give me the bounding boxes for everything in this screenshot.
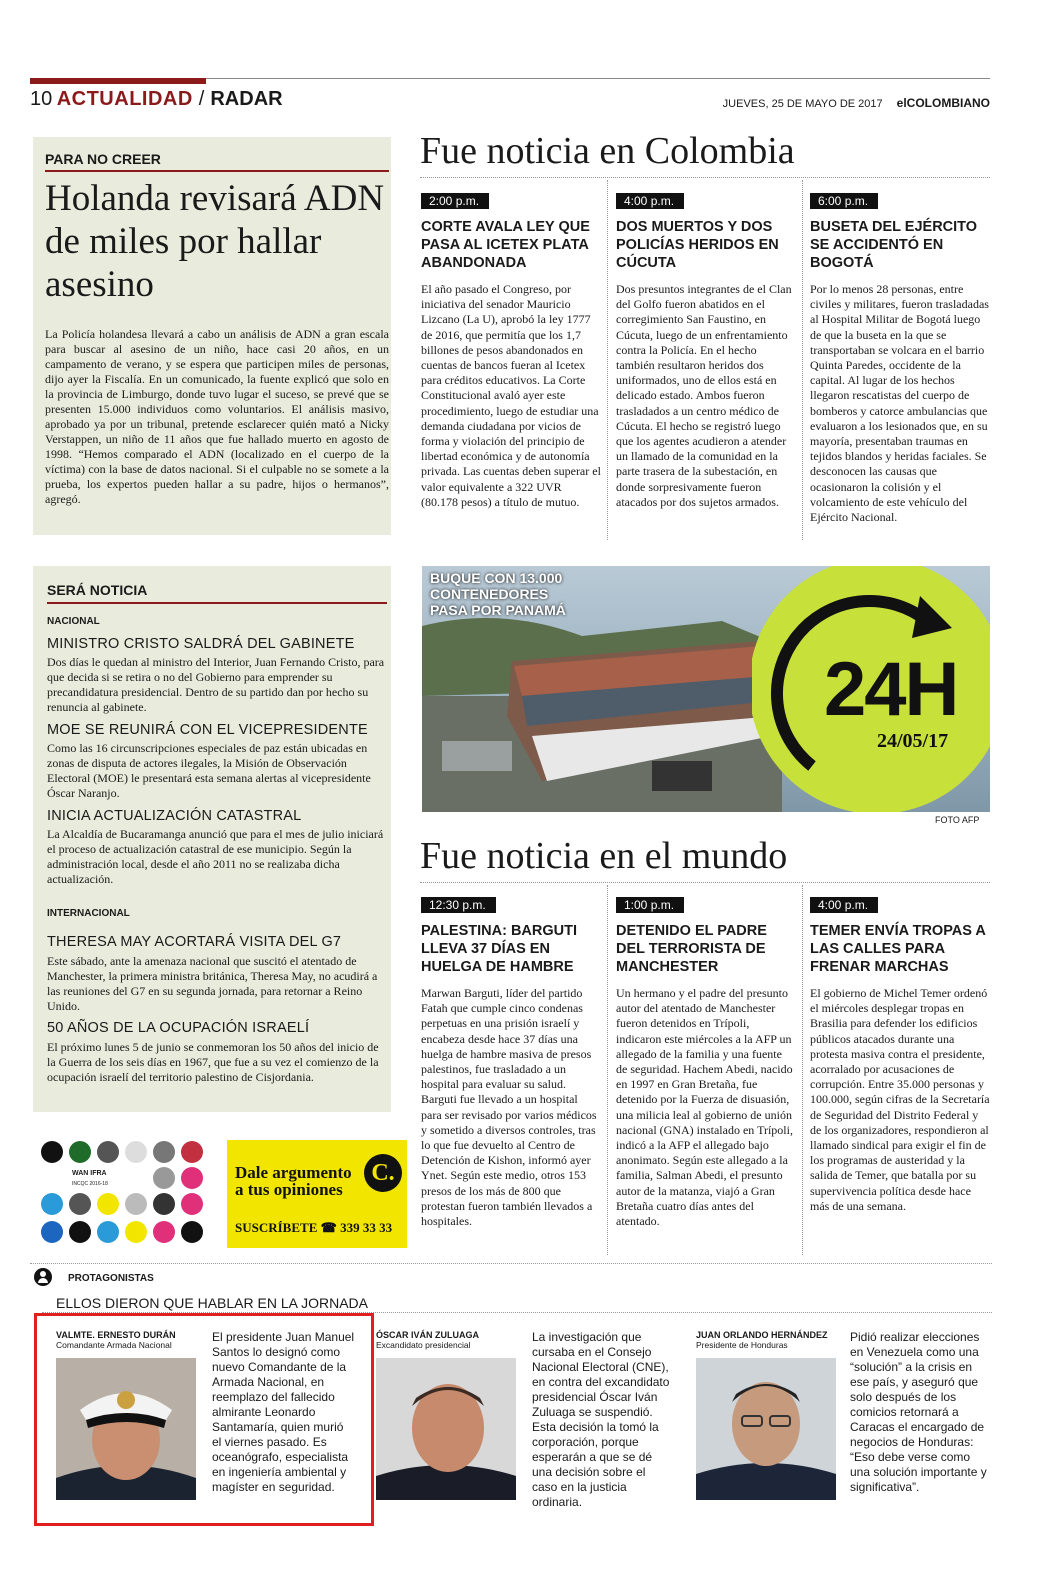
portrait-illustration [56,1358,196,1500]
mundo-item-2 [616,896,796,1229]
ad-line-2: a tus opiniones [235,1180,343,1199]
sera-noticia-box [33,566,391,1112]
news-title: PALESTINA: BARGUTI LLEVA 37 DÍAS EN HUELGA DE HAMBRE [421,923,578,975]
colombia-item-3 [810,192,990,525]
para-no-creer-box [33,137,391,535]
news-title: BUSETA DEL EJÉRCITO SE ACCIDENTÓ EN BOGOTÁ [810,219,978,271]
protagonist-text: La investigación que cursaba en el Consejo Nacional Electoral (CNE), en contra del excandidato presidencial Óscar Iván Zuluaga se suspendió. Esta decisión la tomó la corporación, porque esperarán a que se dé una decisión sobre el caso en la justicia ordinaria. [532,1330,670,1509]
sera-item-body: Este sábado, ante la amenaza nacional que suscitó el atentado de Manchester, la primera ministra británica, Theresa May, no acudirá a las reuniones del G7 en su segunda jornada, para retornar a Reino Unido. [47,954,378,1013]
protagonist-role: Excandidato presidencial [376,1340,471,1350]
column-divider [802,885,803,1255]
protagonist-name: ÓSCAR IVÁN ZULUAGA [376,1330,479,1340]
subsection-name: RADAR [210,88,283,110]
24h-badge-label: 24H [824,647,958,732]
sera-item-title: INICIA ACTUALIZACIÓN CATASTRAL [47,808,302,824]
column-divider [802,180,803,540]
protagonist-role: Comandante Armada Nacional [56,1340,172,1350]
calibration-dots [34,1138,210,1250]
nacional-label: NACIONAL [47,616,100,627]
page-number: 10 [30,88,53,110]
sera-noticia-kicker: SERÁ NOTICIA [47,582,148,598]
sera-item-title: MOE SE REUNIRÁ CON EL VICEPRESIDENTE [47,722,368,738]
person-icon [34,1268,52,1286]
portrait-illustration [376,1358,516,1500]
mundo-item-3 [810,896,990,1214]
news-time: 2:00 p.m. [421,193,489,209]
24h-badge-date: 24/05/17 [877,730,949,752]
mundo-heading: Fue noticia en el mundo [420,835,788,877]
issue-date: JUEVES, 25 DE MAYO DE 2017 [722,98,883,110]
sera-item-body: La Alcaldía de Bucaramanga anunció que para el mes de julio iniciará el proceso de actualización catastral de ese municipio. Según la administración local, desde el año 2011 no se realizaba dicha actualización. [47,827,384,886]
sera-item-title: THERESA MAY ACORTARÁ VISITA DEL G7 [47,934,342,950]
brand-logo: elCOLOMBIANO [896,96,990,110]
header-accent-bar [30,78,206,84]
protagonist-photo [696,1358,836,1500]
ad-cta-label: SUSCRÍBETE [235,1220,318,1235]
news-body: Marwan Barguti, líder del partido Fatah que cumple cinco condenas perpetuas en una prisión israelí y encabeza desde hace 37 días una huelga de hambre masiva de presos palestinos, fue trasladado a un hospital para evaluar su salud. Barguti fue llevado a un hospital para ser revisado por varios médicos y sometido a diversos controles, tras lo que fue devuelto al Centro de Detención de Kishon, informó ayer Ynet. Según este medio, otros 153 presos de los más de 800 que protestan fueron también llevados a hospitales. [421,986,597,1229]
sera-item-title: MINISTRO CRISTO SALDRÁ DEL GABINETE [47,636,355,652]
calibration-label: WAN IFRA [72,1170,107,1177]
phone-icon: ☎ [320,1220,337,1235]
news-body: El año pasado el Congreso, por iniciativa del senador Mauricio Lizcano (La U), aprobó la ley 1777 de 2016, que permitía que los 1,7 billones de pesos abandonados en cuentas de bancos fueran al Icetex para créditos educativos. La Corte Constitucional avaló ayer este procedimiento, luego de estudiar una demanda ciudadana por vicios de forma y violación del principio de libertad económica y de autonomía privada. Las cuentas deben superar el valor equivalente a 322 UVR (80.178 pesos) a título de mutuo. [421,282,601,509]
ad-phone: 339 33 33 [340,1220,393,1235]
caption-line: BUQUE CON 13.000 [430,570,563,586]
photo-caption [430,570,566,618]
colombia-rule [420,177,990,178]
section-name: ACTUALIDAD [56,88,193,110]
colombia-heading: Fue noticia en Colombia [420,130,795,172]
ad-line-1: Dale argumento [235,1163,352,1182]
colombia-item-1 [421,192,601,510]
colombia-item-2 [616,192,796,510]
subscription-ad[interactable] [227,1140,407,1248]
protagonist-text: Pidió realizar elecciones en Venezuela como una “solución” a la crisis en ese país, y aseguró que solo después de los comicios retornará a Caracas el encargado de negocios de Honduras: “Eso debe verse como una solución importante y significativa”. [850,1330,987,1494]
news-time: 1:00 p.m. [616,897,684,913]
protagonist-text: El presidente Juan Manuel Santos lo designó como nuevo Comandante de la Armada Nacional, en reemplazo del fallecido almirante Leonardo Santamaría, quien murió el viernes pasado. Es oceanógrafo, especialista en ingeniería ambiental y magíster en seguridad. [212,1330,355,1494]
news-body: Dos presuntos integrantes de el Clan del Golfo fueron abatidos en el corregimiento San Faustino, en Cúcuta, luego de un enfrentamiento contra la Policía. En el hecho también resultaron heridos dos uniformados, uno de ellos está en delicado estado. Ambos fueron trasladados a un centro médico de Cúcuta. El hecho se registró luego que los agentes acudieron a atender un llamado de la comunidad en la parte trasera de la subestación, en donde sorpresivamente fueron atacados por dos sujetos armados. [616,282,792,509]
para-no-creer-kicker: PARA NO CREER [45,151,161,167]
news-body: Por lo menos 28 personas, entre civiles y militares, fueron trasladadas al Hospital Militar de Bogotá luego de que la buseta en la que se transportaban se volcara en el barrio Quinta Paredes, occidente de la capital. Al lugar de los hechos llegaron rescatistas del cuerpo de bomberos y catorce ambulancias que evaluaron a los lesionados que, en su mayoría, presentaban traumas en tejidos blandos y heridas faciales. Se desconocen las causas que ocasionaron la colisión y el volcamiento de este vehículo del Ejército Nacional. [810,282,989,525]
sera-item-body: Dos días le quedan al ministro del Interior, Juan Fernando Cristo, para que decida si se retira o no del Gobierno para emprender su precandidatura presidencial. Dentro de su partido dan por hecho su renuncia al gabinete. [47,655,385,714]
ad-logo: C. [364,1154,402,1192]
kicker-rule [47,602,387,604]
caption-line: PASA POR PANAMÁ [430,602,566,618]
protagonistas-subtitle: ELLOS DIERON QUE HABLAR EN LA JORNADA [56,1295,368,1311]
sera-item-title: 50 AÑOS DE LA OCUPACIÓN ISRAELÍ [47,1020,310,1036]
protagonist-3 [696,1330,992,1510]
kicker-rule [45,170,389,172]
protagonist-photo [56,1358,196,1500]
ad-cta [235,1220,392,1236]
photo-credit: FOTO AFP [935,815,980,825]
para-no-creer-body: La Policía holandesa llevará a cabo un análisis de ADN a gran escala para buscar al asesino de un niño, hace casi 20 años, en un campamento de verano, y se espera que participen miles de personas, dijo ayer la Fiscalía. En un comunicado, la fuente explicó que solo en la provincia de Limburgo, donde tuvo lugar el suceso, se prevé que se presenten 15.000 individuos como voluntarios. El análisis masivo, aprobado ya por un tribunal, pretende esclarecer quién mató a Nicky Verstappen, un niño de 11 años que fue hallado muerto en agosto de 1998. “Hemos comparado el ADN (localizado en el cuerpo de la víctima) con la base de datos nacional. Si el culpable no se somete a la prueba, los expertos pueden hallar a su padre, hijos o hermanos”, agregó. [45,327,389,506]
internacional-label: INTERNACIONAL [47,908,130,919]
news-title: CORTE AVALA LEY QUE PASA AL ICETEX PLATA ABANDONADA [421,219,590,271]
protagonist-name: JUAN ORLANDO HERNÁNDEZ [696,1330,828,1340]
para-no-creer-headline: Holanda revisará ADN de miles por hallar asesino [45,178,385,305]
protagonist-name: VALMTE. ERNESTO DURÁN [56,1330,176,1340]
mundo-item-1 [421,896,601,1229]
protagonistas-kicker: PROTAGONISTAS [68,1273,154,1284]
news-time: 4:00 p.m. [616,193,684,209]
protagonist-role: Presidente de Honduras [696,1340,788,1350]
column-divider [607,885,608,1255]
news-title: DOS MUERTOS Y DOS POLICÍAS HERIDOS EN CÚCUTA [616,219,779,271]
color-calibration-chart [34,1138,210,1250]
sera-item-body: Como las 16 circunscripciones especiales de paz están ubicadas en zonas de disputa de actores ilegales, la Misión de Observación Electoral (MOE) le presentará esta semana alertas al vicepresidente Óscar Naranjo. [47,741,371,800]
portrait-illustration [696,1358,836,1500]
news-time: 12:30 p.m. [421,897,496,913]
news-title: DETENIDO EL PADRE DEL TERRORISTA DE MANCHESTER [616,923,767,975]
protagonist-photo [376,1358,516,1500]
caption-line: CONTENEDORES [430,586,549,602]
section-separator: / [198,88,205,110]
protagonist-1 [56,1330,356,1510]
news-time: 4:00 p.m. [810,897,878,913]
column-divider [607,180,608,540]
news-body: El gobierno de Michel Temer ordenó el miércoles desplegar tropas en Brasilia para defender los edificios públicos atacados durante una protesta masiva contra el presidente, acorralado por acusaciones de corrupción. Entre 35.000 personas y 100.000, según cifras de la Secretaría de Seguridad del Distrito Federal y de los organizadores, respondieron al llamado sindical para exigir el fin de los programas de austeridad y la salida de Temer, que batalla por su supervivencia política desde hace más de una semana. [810,986,990,1213]
protagonist-2 [376,1330,676,1510]
sera-item-body: El próximo lunes 5 de junio se conmemoran los 50 años del inicio de la Guerra de los seis días en 1967, que fue a su vez el comienzo de la ocupación israelí del territorio palestino de Cisjordania. [47,1040,379,1084]
protagonistas-rule [30,1263,992,1264]
issue-date-line [723,96,990,110]
news-body: Un hermano y el padre del presunto autor del atentado de Manchester fueron detenidos en Trípoli, indicaron este miércoles a la AFP un allegado de la familia y una fuente de seguridad. Hachem Abedi, nacido en 1997 en Gran Bretaña, fue detenido por la Fuerza de disuasión, una milicia leal al gobierno de unión nacional (GNA) instalado en Trípoli, indicó a la AFP el allegado bajo anonimato. Según este allegado a la familia, Salman Abedi, el presunto autor de la matanza, viajó a Gran Bretaña cuatro días antes del atentado. [616,986,793,1229]
mundo-rule [420,882,990,883]
news-time: 6:00 p.m. [810,193,878,209]
calibration-sub: INCQC 2016-18 [72,1181,108,1187]
news-title: TEMER ENVÍA TROPAS A LAS CALLES PARA FRENAR MARCHAS [810,923,986,975]
